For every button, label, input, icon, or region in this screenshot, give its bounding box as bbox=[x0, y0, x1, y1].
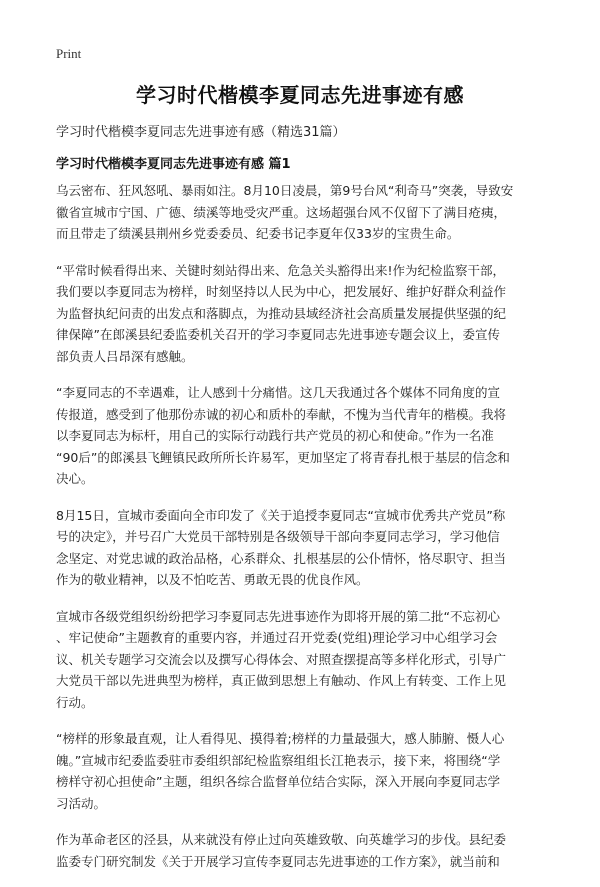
paragraph-line: 部负责人吕昂深有感触。 bbox=[56, 348, 194, 364]
paragraph-line: 决心。 bbox=[56, 471, 94, 486]
paragraph-line: 8月15日，宣城市委面向全市印发了《关于追授李夏同志“宣城市优秀共产党员”称 bbox=[56, 507, 506, 523]
paragraph-line: 习活动。 bbox=[56, 795, 107, 811]
paragraph-line: 作为革命老区的泾县，从来就没有停止过向英雄致敬、向英雄学习的步伐。县纪委 bbox=[56, 832, 507, 847]
paragraph-line: 榜样守初心担使命”主题，组织各综合监督单位结合实际，深入开展向李夏同志学 bbox=[56, 774, 500, 789]
paragraph-line: 传报道，感受到了他那份赤诚的初心和质朴的奉献，不愧为当代青年的楷模。我将 bbox=[56, 406, 507, 422]
page-subtitle: 学习时代楷模李夏同志先进事迹有感（精选31篇） bbox=[56, 125, 346, 140]
section-heading: 学习时代楷模李夏同志先进事迹有感 篇1 bbox=[56, 157, 291, 172]
paragraph-line: 念坚定、对党忠诚的政治品格，心系群众、扎根基层的公仆情怀，恪尽职守、担当 bbox=[56, 550, 507, 566]
paragraph bbox=[56, 260, 546, 368]
article-body bbox=[56, 180, 546, 887]
paragraph-line: 作为的敬业精神，以及不怕吃苦、勇敢无畏的优良作风。 bbox=[56, 572, 369, 587]
paragraph-line: “90后”的郎溪县飞鲤镇民政所所长许易军，更加坚定了将青春扎根于基层的信念和 bbox=[56, 449, 510, 465]
paragraph bbox=[56, 382, 546, 490]
paragraph-line: 为监督执纪问责的出发点和落脚点，为推动县域经济社会高质量发展提供坚强的纪 bbox=[56, 305, 507, 321]
print-link[interactable]: Print bbox=[56, 46, 82, 61]
paragraph bbox=[56, 505, 546, 591]
paragraph-line: 乌云密布、狂风怒吼、暴雨如注。8月10日凌晨，第9号台风“利奇马”突袭，导致安 bbox=[56, 183, 514, 198]
paragraph-line: 魄。”宣城市纪委监委驻市委组织部纪检监察组组长江艳表示，接下来，将围绕“学 bbox=[56, 752, 501, 768]
page-title: 学习时代楷模李夏同志先进事迹有感 bbox=[136, 83, 464, 107]
paragraph-line: 、牢记使命”主题教育的重要内容，并通过召开党委(党组)理论学习中心组学习会 bbox=[56, 630, 498, 645]
paragraph-line: 以李夏同志为标杆，用自己的实际行动践行共产党员的初心和使命。”作为一名准 bbox=[56, 428, 494, 443]
paragraph-line: 议、机关专题学习交流会以及撰写心得体会、对照查摆提高等多样化形式，引导广 bbox=[56, 651, 507, 667]
paragraph-line: “平常时候看得出来、关键时刻站得出来、危急关头豁得出来!作为纪检监察干部， bbox=[56, 262, 505, 278]
paragraph-line: 号的决定》，并号召广大党员干部特别是各级领导干部向李夏同志学习，学习他信 bbox=[56, 529, 500, 544]
paragraph-line: “榜样的形象最直观，让人看得见、摸得着;榜样的力量最强大，感人肺腑、慑人心 bbox=[56, 731, 505, 746]
paragraph bbox=[56, 829, 546, 872]
paragraph bbox=[56, 728, 546, 814]
paragraph-line: 我们要以李夏同志为榜样，时刻坚持以人民为中心，把发展好、维护好群众利益作 bbox=[56, 284, 507, 299]
paragraph-line: 律保障”在郎溪县纪委监委机关召开的学习李夏同志先进事迹专题会议上，委宣传 bbox=[56, 327, 500, 342]
paragraph-line: 徽省宣城市宁国、广德、绩溪等地受灾严重。这场超强台风不仅留下了满目疮痍， bbox=[56, 204, 507, 220]
paragraph bbox=[56, 606, 546, 714]
paragraph-line: 而且带走了绩溪县荆州乡党委委员、纪委书记李夏年仅33岁的宝贵生命。 bbox=[56, 226, 460, 241]
paragraph-line: “李夏同志的不幸遇难，让人感到十分痛惜。这几天我通过各个媒体不同角度的宣 bbox=[56, 385, 500, 400]
paragraph-line: 宣城市各级党组织纷纷把学习李夏同志先进事迹作为即将开展的第二批“不忘初心 bbox=[56, 608, 500, 624]
paragraph bbox=[56, 180, 546, 245]
paragraph-line: 大党员干部以先进典型为榜样，真正做到思想上有触动、作风上有转变、工作上见 bbox=[56, 673, 507, 688]
paragraph-line: 监委专门研究制发《关于开展学习宣传李夏同志先进事迹的工作方案》，就当前和 bbox=[56, 853, 500, 869]
paragraph-line: 行动。 bbox=[56, 694, 94, 710]
